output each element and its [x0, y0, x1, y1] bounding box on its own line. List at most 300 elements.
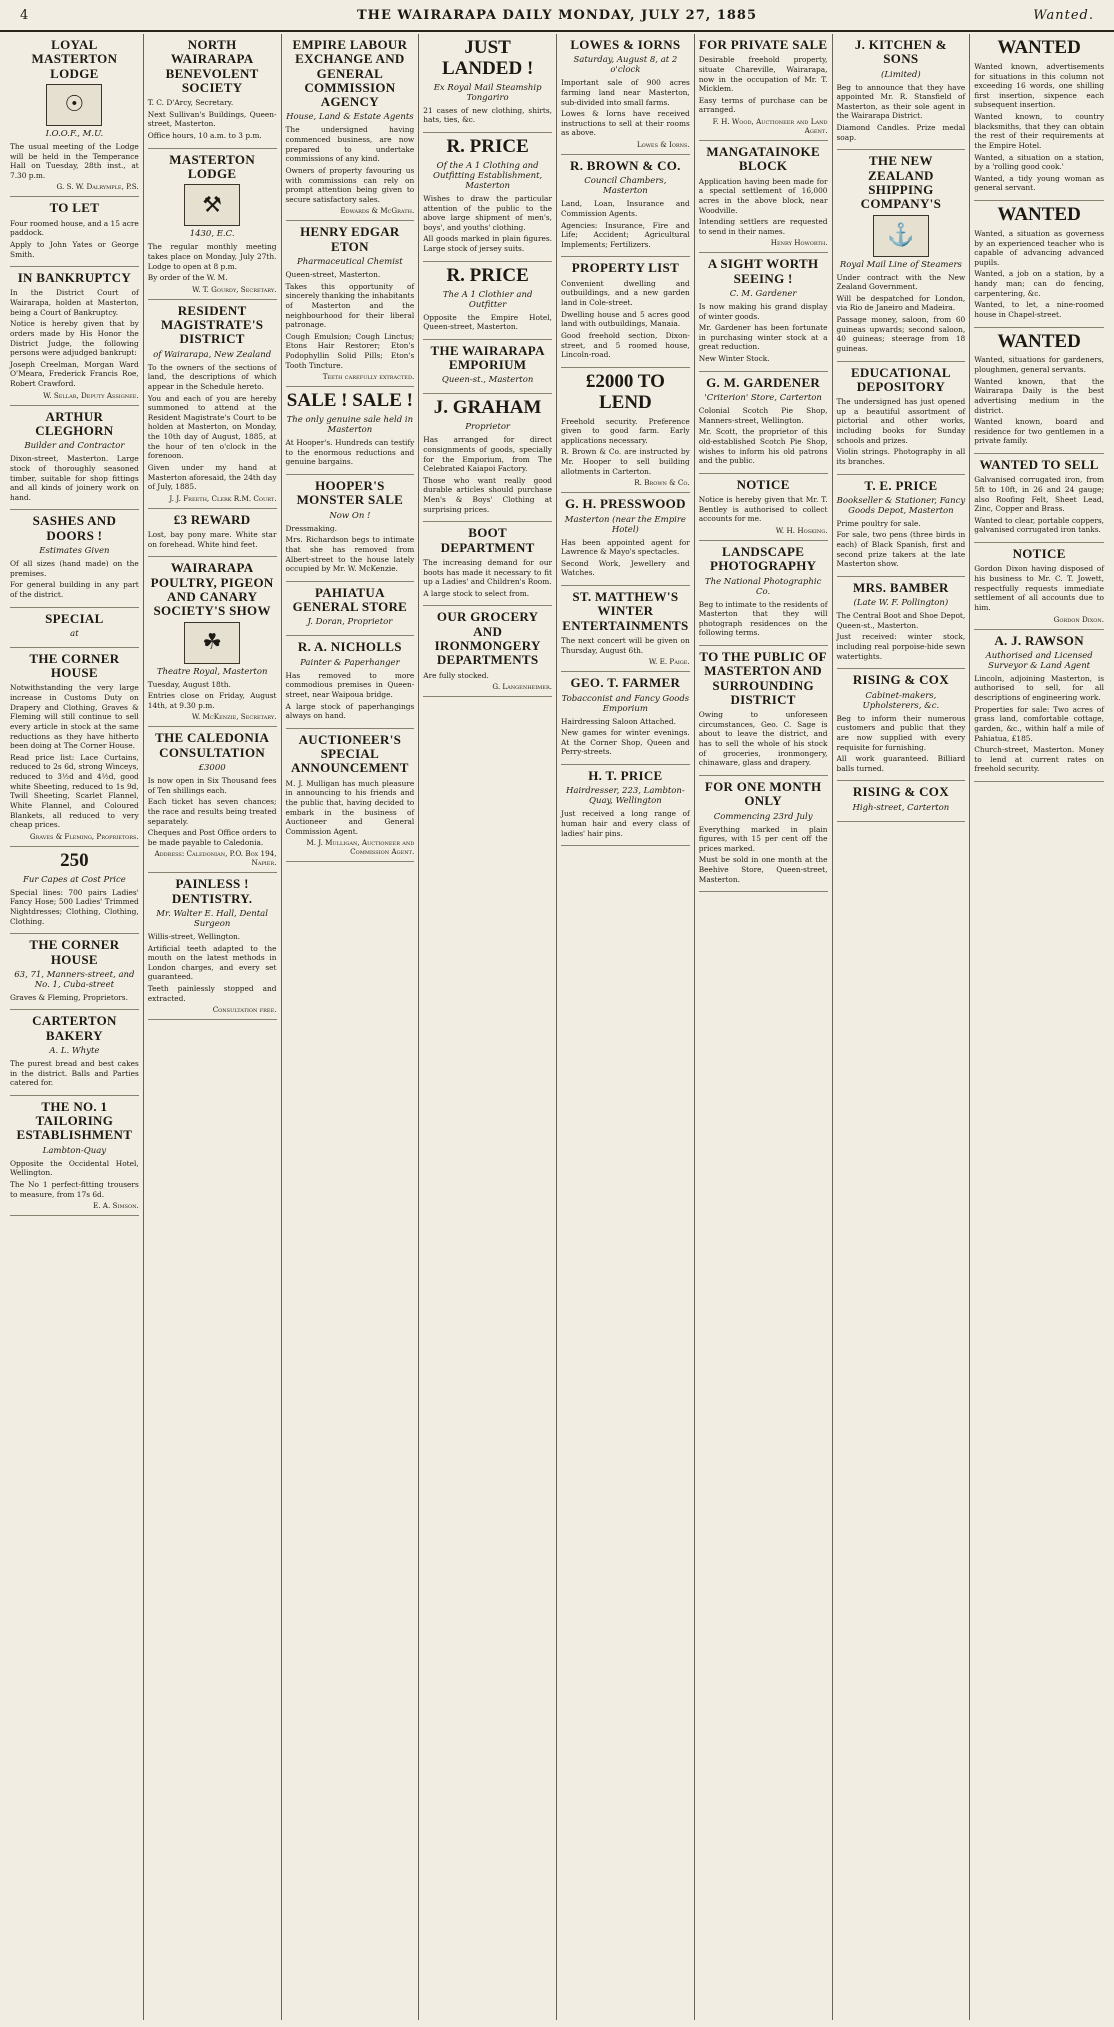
ad-subtitle: Builder and Contractor	[24, 441, 125, 452]
ad-signature: Lowes & Iorns.	[636, 140, 690, 150]
advertisement	[837, 781, 966, 821]
ad-text: Under contract with the New Zealand Government.	[836, 272, 966, 292]
ad-title: R. BROWN & CO.	[570, 158, 681, 174]
ad-text: Freehold security. Preference given to good farm. Early applications necessary.	[561, 416, 690, 445]
ad-title: THE CORNER HOUSE	[29, 650, 120, 681]
ad-title: PAHIATUA GENERAL STORE	[292, 584, 408, 615]
ad-text: Wanted known, advertisements for situations in this column not exceeding 16 words, one shilling first insertion, sixpence each subsequent insertion.	[974, 61, 1104, 110]
ad-text: Wanted known, that the Wairarapa Daily is the best advertising medium in the district.	[974, 376, 1104, 415]
ad-title: SASHES AND DOORS !	[32, 513, 117, 543]
ad-title: MANGATAINOKE BLOCK	[706, 144, 820, 174]
ad-subtitle: Theatre Royal, Masterton	[156, 666, 268, 677]
ad-subtitle: Tobacconist and Fancy Goods Emporium	[561, 693, 690, 714]
ad-subtitle: at	[70, 628, 79, 639]
advertisement	[10, 267, 139, 406]
ad-title: EMPIRE LABOUR EXCHANGE AND GENERAL COMMISSION AGENCY	[292, 37, 408, 110]
advertisement	[699, 253, 828, 371]
advertisement	[10, 197, 139, 267]
ad-subtitle: Lambton-Quay	[42, 1145, 107, 1156]
advertisement	[148, 727, 277, 873]
ad-text: Notice is hereby given that by orders made by His Honor the District Judge, the following persons were adjudged bankrupt:	[10, 319, 139, 358]
ad-text: 21 cases of new clothing, shirts, hats, ties, &c.	[423, 105, 552, 125]
ad-title: MASTERTON LODGE	[169, 151, 256, 181]
ad-title: FOR PRIVATE SALE	[698, 37, 828, 52]
ad-text: Dressmaking.	[285, 523, 338, 533]
wanted-heading: Wanted.	[1033, 8, 1094, 23]
ad-title: FOR ONE MONTH ONLY	[704, 778, 822, 809]
ad-text: Notice is hereby given that Mr. T. Bentley is authorised to collect accounts for me.	[698, 495, 828, 524]
ad-text: Wanted, situations for gardeners, ploughmen, general servants.	[974, 355, 1104, 375]
ad-text: Everything marked in plain figures, with 15 per cent off the prices marked.	[698, 824, 828, 853]
advertisement	[148, 34, 277, 149]
advertisement	[974, 454, 1104, 543]
advertisement	[699, 34, 828, 141]
ad-subtitle: £3000	[198, 763, 226, 773]
ad-title: £3 REWARD	[173, 511, 251, 527]
column-6	[695, 34, 833, 2020]
advertisement	[148, 557, 277, 727]
ad-subtitle: Ex Royal Mail Steamship Tongariro	[433, 82, 542, 103]
advertisement	[148, 873, 277, 1020]
advertisement	[10, 648, 139, 847]
ad-text: Just received: winter stock, including real porpoise-hide sewn watertights.	[836, 632, 966, 661]
ad-text: Intending settlers are requested to send in their names.	[698, 217, 828, 236]
advertisement	[561, 368, 690, 494]
ad-title: NOTICE	[1012, 546, 1066, 562]
ad-text: Application having been made for a special settlement of 16,000 acres in the above block, near Woodville.	[698, 176, 828, 215]
ad-title: BOOT DEPARTMENT	[440, 525, 535, 555]
ad-text: New Winter Stock.	[698, 354, 770, 364]
column-4	[419, 34, 557, 2020]
ad-signature: Consultation free.	[212, 1005, 277, 1015]
ad-text: Gordon Dixon having disposed of his business to Mr. C. T. Jowett, respectfully requests immediate settlement of all accounts due to him.	[974, 564, 1104, 612]
ad-title: R. PRICE	[446, 264, 529, 286]
ad-text: Read price list: Lace Curtains, reduced to 2s 6d, strong Winceys, reduced to 3½d and 4½d, good white Sheeting, reduced to 1s 9d, Twill Sheeting, Scarlet Flannel, White Flannel, and Coloured Blankets, all reduced to very cheap prices.	[10, 752, 139, 830]
ad-text: The Central Boot and Shoe Depot, Queen-st., Masterton.	[836, 611, 966, 630]
advertisement	[286, 729, 415, 863]
column-7	[833, 34, 971, 2020]
ad-text: The usual meeting of the Lodge will be held in the Temperance Hall on Tuesday, 28th inst., at 7.30 p.m.	[10, 141, 139, 180]
ad-title: PROPERTY LIST	[571, 260, 680, 276]
advertisement	[974, 34, 1104, 201]
advertisement	[286, 475, 415, 582]
ad-title: WANTED	[997, 204, 1081, 226]
ad-signature: G. S. W. Dalrymple, P.S.	[56, 182, 139, 192]
ad-signature: Teeth carefully extracted.	[322, 372, 415, 382]
ad-text: Wanted, to let, a nine-roomed house in Chapel-street.	[974, 300, 1104, 319]
ad-text: Of all sizes (hand made) on the premises.	[10, 559, 139, 578]
ad-text: Beg to intimate to the residents of Masterton that they will photograph residences on the following terms.	[698, 599, 828, 638]
ad-title: H. T. PRICE	[588, 768, 663, 784]
ad-signature: Address: Caledonian, P.O. Box 194, Napier.	[154, 849, 277, 868]
ad-text: The undersigned has just opened up a beautiful assortment of pictorial and other works, including books for Sunday schools and prizes.	[836, 397, 966, 445]
advertisement	[561, 155, 690, 257]
ad-text: Has removed to more commodious premises in Queen-street, near Waipoua bridge.	[285, 670, 415, 699]
advertisement	[699, 141, 828, 253]
ad-title: A SIGHT WORTH SEEING !	[707, 256, 819, 286]
ad-text: Wanted, a tidy young woman as general servant.	[974, 173, 1104, 193]
ad-text: Tuesday, August 18th.	[147, 679, 231, 689]
ad-text: Each ticket has seven chances; the race and results being treated separately.	[147, 797, 277, 826]
advertisement	[974, 543, 1104, 629]
ad-signature: W. E. Paige.	[648, 657, 690, 667]
ad-title: AUCTIONEER'S SPECIAL ANNOUNCEMENT	[291, 731, 409, 776]
ad-subtitle: House, Land & Estate Agents	[286, 112, 414, 123]
ad-text: Dwelling house and 5 acres good land with outbuildings, Manaia.	[561, 309, 690, 329]
advertisement	[10, 1096, 139, 1216]
ad-text: Office hours, 10 a.m. to 3 p.m.	[147, 131, 262, 141]
ad-title: HENRY EDGAR ETON	[300, 224, 400, 254]
advertisement	[10, 934, 139, 1010]
ad-subtitle: Bookseller & Stationer, Fancy Goods Depot, Masterton	[836, 495, 966, 516]
ad-subtitle: Mr. Walter E. Hall, Dental Surgeon	[156, 908, 268, 929]
ad-signature: Edwards & McGrath.	[340, 206, 415, 216]
engraving-icon: ⚒	[184, 184, 240, 226]
ad-title: J. KITCHEN & SONS	[854, 37, 947, 67]
advertisement	[837, 150, 966, 361]
ad-subtitle: Council Chambers, Masterton	[584, 176, 667, 197]
ad-text: All goods marked in plain figures. Large stock of jersey suits.	[423, 234, 552, 254]
ad-subtitle: 63, 71, Manners-street, and No. 1, Cuba-street	[14, 969, 135, 990]
advertisement	[561, 493, 690, 586]
ad-text: Notwithstanding the very large increase in Customs Duty on Drapery and Clothing, Graves & Fleming will still continue to sell every article in stock at the same reductions as they have hitherto been doing at The Corner House.	[10, 683, 139, 751]
ad-subtitle: Estimates Given	[39, 546, 110, 557]
ad-text: Wanted, a situation as governess by an experienced teacher who is capable of advancing advanced pupils.	[974, 228, 1104, 267]
column-5	[557, 34, 695, 2020]
ad-text: Must be sold in one month at the Beehive Store, Queen-street, Masterton.	[698, 855, 828, 884]
ad-text: Entries close on Friday, August 14th, at 9.30 p.m.	[147, 691, 277, 710]
ad-title: A. J. RAWSON	[994, 632, 1084, 648]
ad-title: G. M. GARDENER	[706, 374, 821, 390]
ad-title: SPECIAL	[45, 610, 104, 626]
ad-signature: W. H. Hosking.	[775, 525, 828, 535]
ad-text: To the owners of the sections of land, the descriptions of which appear in the Schedule hereto.	[147, 362, 277, 391]
ad-text: The No 1 perfect-fitting trousers to measure, from 17s 6d.	[10, 1180, 139, 1199]
advertisement	[561, 765, 690, 846]
ad-text: Four roomed house, and a 15 acre paddock.	[10, 218, 139, 238]
advertisement	[974, 201, 1104, 328]
ad-text: Joseph Creelman, Morgan Ward O'Meara, Frederick Francis Roe, Robert Crawford.	[10, 359, 139, 389]
ad-signature: R. Brown & Co.	[634, 478, 690, 488]
ad-title: EDUCATIONAL DEPOSITORY	[850, 364, 951, 394]
ad-subtitle: Painter & Paperhanger	[300, 657, 400, 668]
advertisement	[10, 510, 139, 607]
advertisement	[286, 221, 415, 387]
ad-text: All work guaranteed. Billiard balls turned.	[836, 754, 966, 773]
ad-text: Properties for sale: Two acres of grass land, comfortable cottage, garden, &c., within half a mile of Pahiatua, £185.	[974, 704, 1104, 743]
ad-title: RISING & COX	[852, 672, 949, 688]
ad-subtitle: Pharmaceutical Chemist	[297, 257, 403, 268]
ad-text: A large stock to select from.	[423, 588, 530, 598]
advertisement	[10, 1010, 139, 1095]
ad-text: The regular monthly meeting takes place on Monday, July 27th. Lodge to open at 8 p.m.	[147, 242, 277, 271]
ad-title: ST. MATTHEW'S WINTER ENTERTAINMENTS	[562, 589, 689, 633]
ad-text: Beg to announce that they have appointed Mr. R. Stansfield of Masterton, as their sole agent in the Wairarapa District.	[836, 82, 966, 121]
ad-text: Galvanised corrugated iron, from 5ft to 10ft, in 26 and 24 gauge; also Roofing Felt, Sheet Lead, Zinc, Copper and Brass.	[974, 475, 1104, 514]
ad-text: Cheques and Post Office orders to be made payable to Caledonia.	[147, 828, 277, 847]
advertisement	[837, 475, 966, 577]
ad-text: Mrs. Richardson begs to intimate that she has removed from Albert-street to the house lately occupied by Mr. W. McKenzie.	[285, 535, 415, 574]
ad-title: THE CALEDONIA CONSULTATION	[155, 730, 270, 760]
ad-text: Easy terms of purchase can be arranged.	[698, 95, 828, 115]
ad-text: Next Sullivan's Buildings, Queen-street, Masterton.	[147, 109, 277, 129]
ad-subtitle: of Wairarapa, New Zealand	[153, 349, 272, 360]
ad-subtitle: Now On !	[329, 510, 371, 521]
ad-title: NOTICE	[736, 476, 790, 492]
advertisement	[837, 577, 966, 669]
ad-text: The increasing demand for our boots has made it necessary to fit up a Ladies' and Children's Room.	[423, 557, 552, 587]
ad-title: RISING & COX	[852, 784, 949, 800]
ad-text: For sale, two pens (three birds in each) of Black Spanish, first and second prize takers at the late Masterton show.	[836, 530, 966, 569]
ad-title: 250	[60, 849, 89, 871]
ad-text: Lowes & Iorns have received instructions to sell at their rooms as above.	[561, 109, 690, 138]
advertisement	[286, 387, 415, 475]
advertisement	[837, 34, 966, 150]
ad-text: Church-street, Masterton. Money to lend at current rates on freehold security.	[974, 745, 1104, 774]
masthead	[0, 0, 1114, 32]
ad-text: Wanted, a situation on a station, by a 'rolling good cook.'	[974, 152, 1104, 172]
advertisement	[286, 636, 415, 728]
ad-subtitle: C. M. Gardener	[729, 288, 797, 299]
ad-text: M. J. Mulligan has much pleasure in announcing to his friends and the public that, having decided to embark in the business of Auctioneer and General Commission Agent.	[285, 778, 415, 836]
advertisement	[148, 149, 277, 300]
ad-subtitle: Of the A 1 Clothing and Outfitting Establishment, Masterton	[433, 160, 543, 191]
ad-text: Convenient dwelling and outbuildings, and a new garden land in Cole-street.	[561, 278, 690, 308]
ad-text: Those who want really good durable articles should purchase Men's & Boys' Clothing at surprising prices.	[423, 475, 552, 514]
advertisement	[148, 509, 277, 558]
ad-text: Dixon-street, Masterton. Large stock of thoroughly seasoned timber, suitable for shop fittings and all kinds of joinery work on hand.	[10, 454, 139, 502]
advertisement	[423, 133, 552, 262]
advertisement	[699, 646, 828, 776]
ad-signature: W. Sellar, Deputy Assignee.	[43, 390, 139, 400]
ad-signature: F. H. Wood, Auctioneer and Land Agent.	[712, 117, 828, 136]
ad-title: CARTERTON BAKERY	[32, 1013, 117, 1043]
ad-title: MRS. BAMBER	[853, 579, 949, 595]
ad-text: Cough Emulsion; Cough Linctus; Etons Hair Restorer; Eton's Podophyllin Solid Pills; Eton's Tooth Tincture.	[285, 331, 415, 370]
ad-text: Lincoln, adjoining Masterton, is authorised to sell, for all descriptions of engineering work.	[974, 673, 1104, 703]
ad-title: WAIRARAPA POULTRY, PIGEON AND CANARY SOCIETY'S SHOW	[150, 560, 274, 619]
ad-subtitle: 1430, E.C.	[189, 229, 235, 240]
ad-text: The next concert will be given on Thursday, August 6th.	[561, 635, 690, 655]
advertisement	[10, 847, 139, 934]
ad-text: Lost, bay pony mare. White star on forehead. White hind feet.	[147, 530, 277, 549]
ad-title: ARTHUR CLEGHORN	[35, 408, 114, 439]
ad-subtitle: Authorised and Licensed Surveyor & Land Agent	[985, 650, 1093, 671]
ad-subtitle: 'Criterion' Store, Carterton	[704, 393, 822, 404]
ad-text: Agencies: Insurance, Fire and Life; Accident; Agricultural Implements; Fertilizers.	[561, 220, 690, 249]
ad-text: Artificial teeth adapted to the mouth on the latest methods in London charges, and every set guaranteed.	[147, 943, 277, 982]
ad-subtitle: Queen-st., Masterton	[441, 375, 534, 386]
ad-text: Mr. Scott, the proprietor of this old-established Scotch Pie Shop, wishes to inform his old patrons and the public.	[698, 427, 828, 466]
page-number: 4	[20, 8, 30, 23]
ad-signature: G. Langenheimer.	[492, 682, 552, 692]
advertisement	[974, 328, 1104, 455]
ad-text: Important sale of 900 acres farming land near Masterton, sub-divided into small farms.	[561, 78, 690, 107]
advertisement	[561, 586, 690, 672]
ad-signature: Henry Howorth.	[770, 238, 828, 248]
ad-title: HOOPER'S MONSTER SALE	[296, 478, 404, 508]
ad-text: Colonial Scotch Pie Shop, Manners-street, Wellington.	[698, 406, 828, 425]
advertisement	[699, 541, 828, 646]
ad-title: IN BANKRUPTCY	[17, 270, 132, 286]
ad-text: Desirable freehold property, situate Chareville, Wairarapa, now in the occupation of Mr. T. Micklem.	[698, 55, 828, 94]
ad-subtitle: Saturday, August 8, at 2 o'clock	[573, 55, 678, 76]
ad-text: Prime poultry for sale.	[836, 518, 921, 528]
column-2	[144, 34, 282, 2020]
ad-subtitle: Fur Capes at Cost Price	[22, 874, 126, 885]
advertisement	[286, 34, 415, 221]
ad-title: OUR GROCERY AND IRONMONGERY DEPARTMENTS	[434, 609, 541, 668]
ad-title: TO LET	[49, 200, 100, 216]
ad-text: Willis-street, Wellington.	[147, 931, 241, 941]
advertisement	[974, 630, 1104, 783]
ad-title: THE NO. 1 TAILORING ESTABLISHMENT	[16, 1098, 133, 1143]
ad-text: Given under my hand at Masterton aforesaid, the 24th day of July, 1885.	[147, 462, 277, 492]
ad-text: Mr. Gardener has been fortunate in purchasing winter stock at a great reduction.	[698, 323, 828, 352]
ad-text: Opposite the Occidental Hotel, Wellington.	[10, 1158, 139, 1178]
ad-title: T. E. PRICE	[864, 477, 938, 493]
ad-subtitle: Commencing 23rd July	[713, 811, 813, 822]
advertisement	[423, 262, 552, 340]
ad-text: Hairdressing Saloon Attached.	[561, 716, 676, 726]
ad-signature: W. McKenzie, Secretary.	[191, 712, 277, 722]
column-8	[970, 34, 1108, 2020]
ad-text: Violin strings. Photography in all its branches.	[836, 447, 966, 466]
ad-text: You and each of you are hereby summoned to attend at the Resident Magistrate's Court to be holden at Masterton, on Monday, the 10th day of August, 1885, at the hour of ten o'clock in the forenoon.	[147, 393, 277, 461]
ad-signature: Graves & Fleming, Proprietors.	[29, 831, 139, 841]
ad-text: Wanted known, to country blacksmiths, that they can obtain the rest of their requirements at the Empire Hotel.	[974, 112, 1104, 150]
ad-text: Owners of property favouring us with commissions can rely on prompt attention being given to secure satisfactory sales.	[285, 165, 415, 204]
newspaper-title: THE WAIRARAPA DAILY MONDAY, JULY 27, 1885	[357, 8, 757, 23]
ad-subtitle: (Late W. F. Pollington)	[853, 598, 949, 609]
ad-title: SALE ! SALE !	[286, 390, 413, 412]
column-1	[6, 34, 144, 2020]
advertisement	[699, 372, 828, 474]
ad-signature: Gordon Dixon.	[1053, 614, 1104, 624]
ad-text: Wanted known, board and residence for two gentlemen in a private family.	[974, 417, 1104, 446]
advertisement	[10, 608, 139, 648]
ad-subtitle: Cabinet-makers, Upholsterers, &c.	[862, 690, 940, 711]
ad-title: THE CORNER HOUSE	[29, 937, 120, 967]
ad-title: NORTH WAIRARAPA BENEVOLENT SOCIETY	[165, 37, 259, 95]
advertisement	[561, 257, 690, 367]
ad-subtitle: Royal Mail Line of Steamers	[839, 259, 962, 270]
advertisement	[699, 776, 828, 892]
ad-title: G. H. PRESSWOOD	[564, 496, 686, 512]
advertisement	[286, 582, 415, 637]
advertisement	[423, 34, 552, 133]
ad-text: A large stock of paperhangings always on hand.	[285, 701, 415, 721]
ad-text: Are fully stocked.	[423, 670, 489, 680]
ad-subtitle: I.O.O.F., M.U.	[45, 128, 104, 139]
ad-text: Land, Loan, Insurance and Commission Agents.	[561, 199, 690, 218]
ad-title: LOYAL MASTERTON LODGE	[31, 37, 118, 81]
ad-title: WANTED	[997, 37, 1081, 58]
ad-text: Just received a long range of human hair and every class of ladies' hair pins.	[561, 809, 690, 838]
ad-text: By order of the W. M.	[147, 273, 228, 283]
ad-text: Wanted, a job on a station, by a handy man; can do fencing, carpentering, &c.	[974, 269, 1104, 298]
ad-subtitle: The A 1 Clothier and Outfitter	[442, 289, 533, 310]
advertisement	[837, 362, 966, 475]
ad-title: J. GRAHAM	[433, 397, 542, 419]
ad-subtitle: Hairdresser, 223, Lambton-Quay, Wellington	[565, 786, 685, 807]
advertisement	[423, 340, 552, 395]
ad-subtitle: A. L. Whyte	[49, 1046, 100, 1057]
ad-title: THE WAIRARAPA EMPORIUM	[430, 342, 545, 373]
ad-text: Special lines: 700 pairs Ladies' Fancy Hose; 500 Ladies' Trimmed Nightdresses; Clothing, Clothing, Clothing.	[10, 887, 139, 926]
ad-text: Graves & Fleming, Proprietors.	[10, 992, 128, 1002]
ad-text: The undersigned having commenced business, are now prepared to undertake commissions of any kind.	[285, 125, 415, 164]
advertisement	[561, 34, 690, 155]
ad-text: Will be despatched for London, via Rio de Janeiro and Madeira.	[836, 293, 966, 313]
ad-title: R. A. NICHOLLS	[297, 639, 402, 655]
ad-text: Owing to unforeseen circumstances, Geo. C. Sage is about to leave the district, and has to sell the whole of his stock of groceries, ironmongery, chinaware, glass and drapery.	[698, 710, 828, 768]
ad-signature: M. J. Mulligan, Auctioneer and Commission Agent.	[306, 838, 415, 857]
ad-text: For general building in any part of the district.	[10, 580, 139, 599]
ad-title: LOWES & IORNS	[570, 37, 681, 52]
ad-title: PAINLESS ! DENTISTRY.	[171, 876, 253, 906]
ad-text: R. Brown & Co. are instructed by Mr. Hooper to sell building allotments in Carterton.	[561, 447, 690, 476]
ad-text: Good freehold section, Dixon-street, and 5 roomed house, Lincoln-road.	[561, 330, 690, 360]
advertisement	[699, 474, 828, 541]
ad-text: Apply to John Yates or George Smith.	[10, 239, 139, 259]
ad-text: Opposite the Empire Hotel, Queen-street, Masterton.	[423, 312, 552, 332]
ad-title: RESIDENT MAGISTRATE'S DISTRICT	[160, 302, 264, 347]
ad-text: T. C. D'Arcy, Secretary.	[147, 98, 234, 108]
ad-title: TO THE PUBLIC OF MASTERTON AND SURROUNDING DISTRICT	[699, 649, 827, 707]
ad-text: Second Work, Jewellery and Watches.	[561, 558, 690, 578]
advertisement	[10, 34, 139, 197]
ad-text: At Hooper's. Hundreds can testify to the enormous reductions and genuine bargains.	[285, 438, 415, 467]
ad-text: Is now making his grand display of winter goods.	[698, 301, 828, 321]
ad-text: New games for winter evenings. At the Corner Shop, Queen and Perry-streets.	[561, 728, 690, 757]
ad-subtitle: The National Photographic Co.	[704, 576, 822, 597]
ad-subtitle: J. Doran, Proprietor	[307, 617, 393, 628]
advertisement	[837, 669, 966, 781]
ad-subtitle: The only genuine sale held in Masterton	[286, 415, 414, 436]
ad-subtitle: (Limited)	[881, 69, 921, 80]
ad-text: Beg to inform their numerous customers and public that they are now supplied with every requisite for furnishing.	[836, 713, 966, 752]
ad-signature: E. A. Simson.	[92, 1201, 139, 1211]
advertisement	[423, 522, 552, 606]
ad-subtitle: Proprietor	[465, 422, 510, 433]
ad-text: In the District Court of Wairarapa, holden at Masterton, being a Court of Bankruptcy.	[10, 288, 139, 317]
advertisement	[10, 406, 139, 511]
advertisement-columns	[6, 34, 1108, 2020]
ad-text: Wishes to draw the particular attention of the public to the above large shipment of men's, boys', and youths' clothing.	[423, 193, 552, 232]
advertisement	[423, 606, 552, 697]
ad-title: £2000 TO LEND	[585, 370, 665, 413]
ad-text: Passage money, saloon, from 60 guineas upwards; second saloon, 40 guineas; steerage from 18 guineas.	[836, 315, 966, 353]
engraving-icon: ☉	[46, 84, 102, 126]
advertisement	[423, 394, 552, 522]
ad-signature: J. J. Freeth, Clerk R.M. Court.	[169, 493, 277, 503]
column-3	[282, 34, 420, 2020]
ad-text: Teeth painlessly stopped and extracted.	[147, 984, 277, 1003]
ad-text: Queen-street, Masterton.	[285, 270, 381, 280]
ad-text: Wanted to clear, portable coppers, galvanised corrugated iron tanks.	[974, 515, 1104, 535]
ad-subtitle: Masterton (near the Empire Hotel)	[564, 514, 686, 535]
ad-text: Has been appointed agent for Lawrence & Mayo's spectacles.	[561, 537, 690, 557]
advertisement	[561, 672, 690, 765]
ad-title: JUST LANDED !	[441, 37, 534, 79]
ad-subtitle: High-street, Carterton	[852, 802, 950, 813]
ad-title: LANDSCAPE PHOTOGRAPHY	[709, 543, 817, 574]
ad-text: Has arranged for direct consignments of goods, specially for the Emporium, from The Celebrated Kaiapoi Factory.	[423, 435, 552, 474]
ad-title: WANTED TO SELL	[979, 457, 1099, 473]
ad-title: THE NEW ZEALAND SHIPPING COMPANY'S	[860, 153, 942, 212]
ad-signature: W. T. Gourdy, Secretary.	[192, 284, 277, 294]
